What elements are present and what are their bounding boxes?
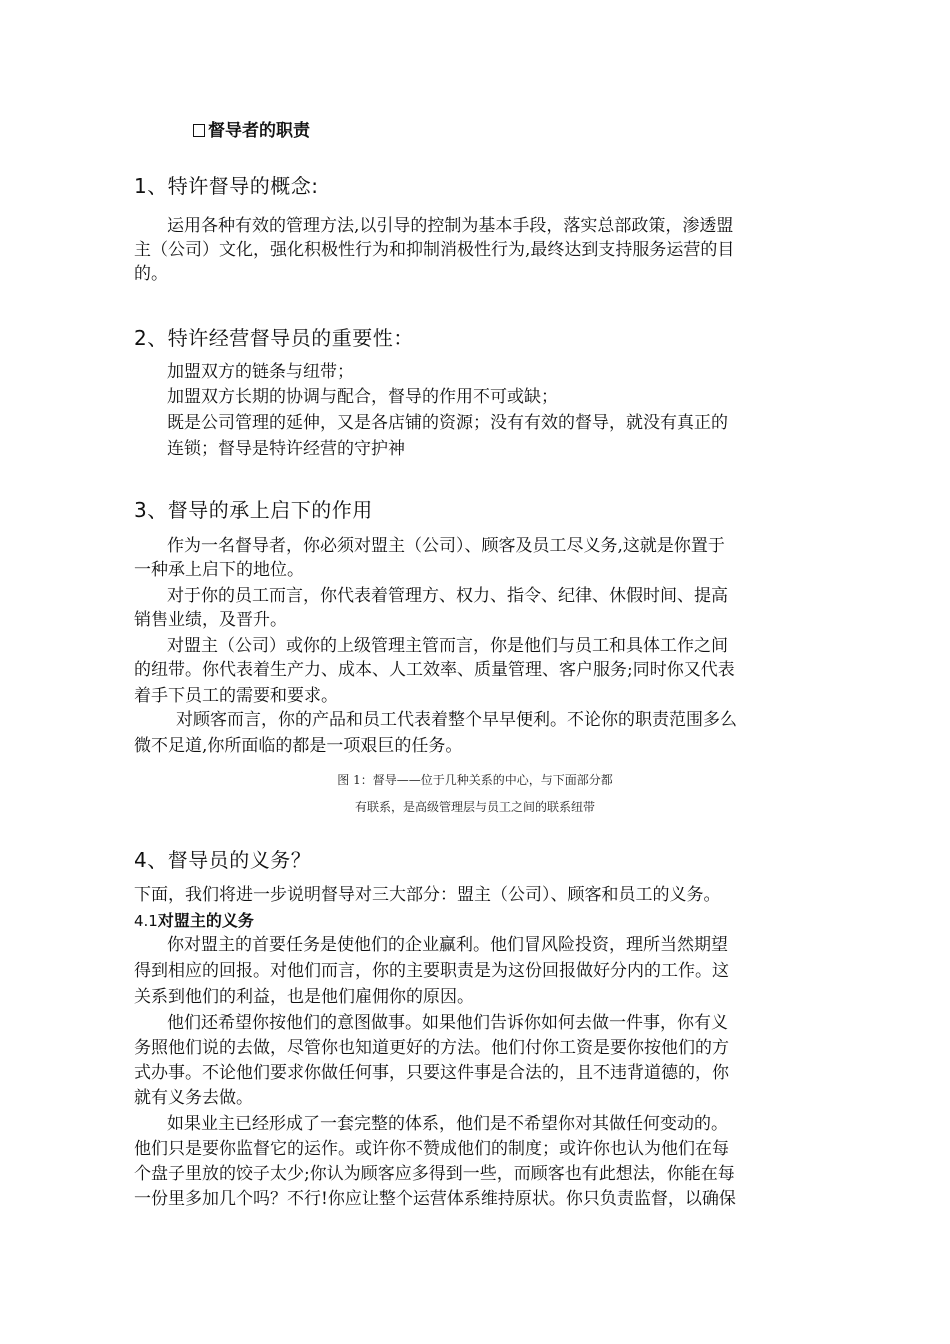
section-1-heading: 1、特许督导的概念:: [134, 174, 319, 198]
figure-caption-line: 图 1：督导——位于几种关系的中心，与下面部分都: [337, 773, 613, 787]
paragraph-line: 你对盟主的首要任务是使他们的企业赢利。他们冒风险投资，理所当然期望: [167, 935, 728, 955]
paragraph-line: 务照他们说的去做，尽管你也知道更好的方法。他们付你工资是要你按他们的方: [134, 1038, 729, 1058]
subsection-heading: [134, 908, 254, 931]
section-2-heading: 2、特许经营督导员的重要性：: [134, 326, 414, 350]
paragraph-line: 作为一名督导者，你必须对盟主（公司）、顾客及员工尽义务,这就是你置于: [167, 536, 725, 556]
paragraph-line: 微不足道,你所面临的都是一项艰巨的任务。: [134, 736, 463, 756]
paragraph-line: 着手下员工的需要和要求。: [134, 686, 338, 706]
paragraph-line: 个盘子里放的饺子太少;你认为顾客应多得到一些，而顾客也有此想法，你能在每: [134, 1164, 735, 1184]
paragraph-line: 的。: [134, 264, 168, 284]
paragraph-line: 得到相应的回报。对他们而言，你的主要职责是为这份回报做好分内的工作。这: [134, 961, 729, 981]
paragraph-line: 对顾客而言，你的产品和员工代表着整个早早便利。不论你的职责范围多么: [176, 710, 737, 730]
paragraph-line: 他们只是要你监督它的运作。或许你不赞成他们的制度；或许你也认为他们在每: [134, 1139, 729, 1159]
document-title-text: 督导者的职责: [208, 121, 310, 141]
paragraph-line: 销售业绩，及晋升。: [134, 610, 287, 630]
paragraph-line: 关系到他们的利益，也是他们雇佣你的原因。: [134, 987, 474, 1007]
list-line: 加盟双方的链条与纽带；: [167, 362, 354, 382]
paragraph-line: 式办事。不论他们要求你做任何事，只要这件事是合法的，且不违背道德的，你: [134, 1063, 729, 1083]
document-title: [193, 116, 310, 141]
list-line: 加盟双方长期的协调与配合，督导的作用不可或缺；: [167, 387, 558, 407]
paragraph-line: 的纽带。你代表着生产力、成本、人工效率、质量管理、客户服务;同时你又代表: [134, 660, 735, 680]
paragraph-line: 主（公司）文化，强化积极性行为和抑制消极性行为,最终达到支持服务运营的目: [134, 240, 735, 260]
subsection-title: 对盟主的义务: [157, 911, 254, 930]
paragraph-line: 就有义务去做。: [134, 1088, 253, 1108]
paragraph-line: 下面，我们将进一步说明督导对三大部分：盟主（公司）、顾客和员工的义务。: [134, 885, 721, 905]
section-4-heading: 4、督导员的义务？: [134, 848, 312, 872]
checkbox-icon: [193, 124, 205, 137]
subsection-number: 4.1: [134, 912, 158, 930]
figure-caption-line: 有联系，是高级管理层与员工之间的联系纽带: [354, 800, 595, 814]
list-line: 既是公司管理的延伸，又是各店铺的资源；没有有效的督导，就没有真正的: [167, 413, 728, 433]
paragraph-line: 一份里多加几个吗？不行!你应让整个运营体系维持原状。你只负责监督，以确保: [134, 1189, 736, 1209]
paragraph-line: 运用各种有效的管理方法,以引导的控制为基本手段，落实总部政策，渗透盟: [167, 216, 734, 236]
list-line: 连锁；督导是特许经营的守护神: [167, 439, 405, 459]
paragraph-line: 如果业主已经形成了一套完整的体系，他们是不希望你对其做任何变动的。: [167, 1114, 728, 1134]
paragraph-line: 他们还希望你按他们的意图做事。如果他们告诉你如何去做一件事，你有义: [167, 1013, 728, 1033]
paragraph-line: 对于你的员工而言，你代表着管理方、权力、指令、纪律、休假时间、提高: [167, 586, 728, 606]
paragraph-line: 一种承上启下的地位。: [134, 560, 304, 580]
paragraph-line: 对盟主（公司）或你的上级管理主管而言，你是他们与员工和具体工作之间: [167, 636, 728, 656]
section-3-heading: 3、督导的承上启下的作用: [134, 498, 373, 522]
